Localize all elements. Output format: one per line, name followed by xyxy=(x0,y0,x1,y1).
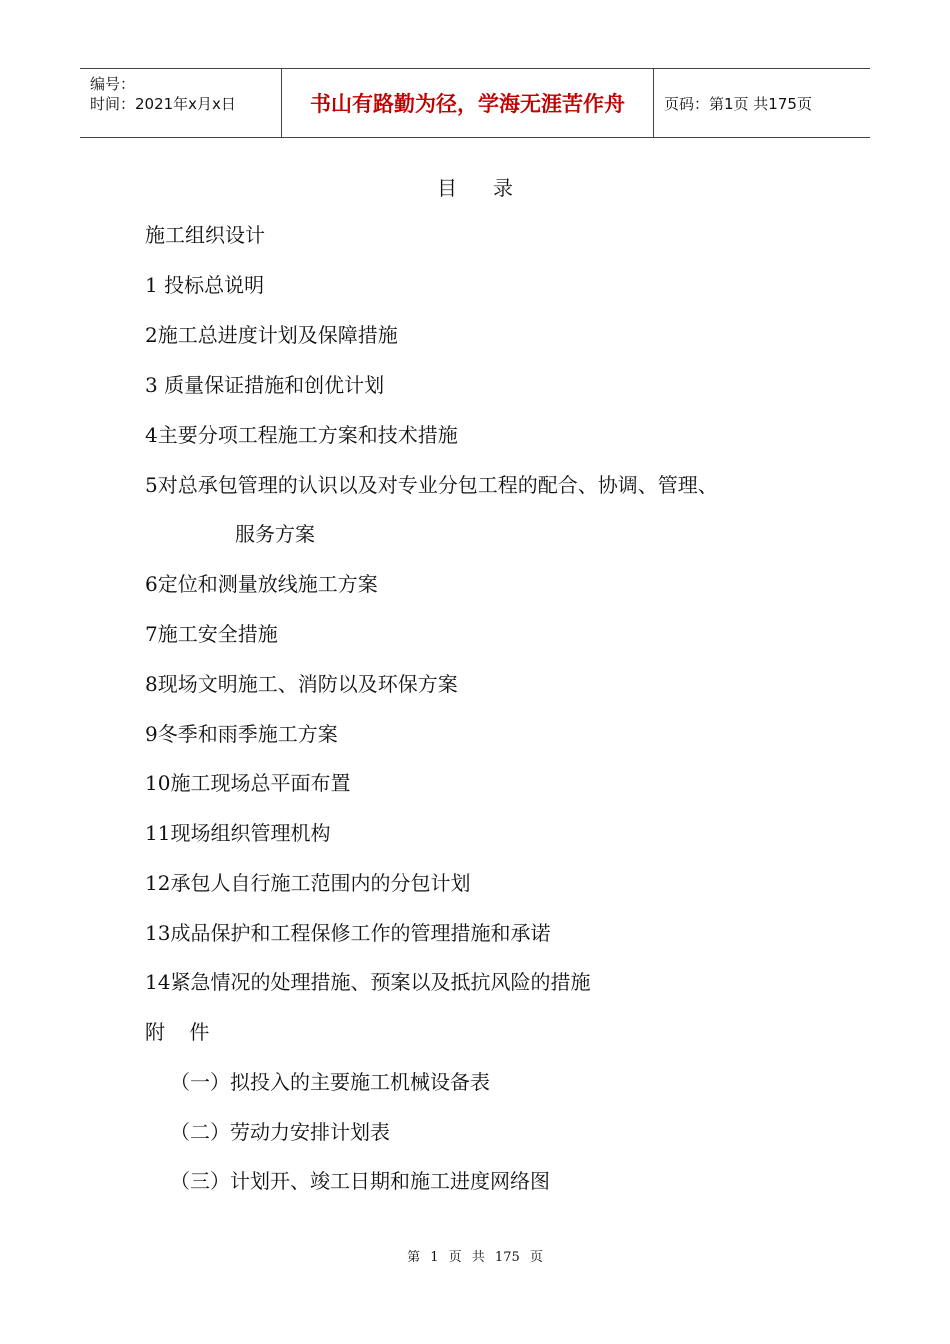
toc-item: 施工组织设计 xyxy=(145,223,265,247)
page-footer: 第 1 页 共 175 页 xyxy=(407,1250,543,1265)
toc-item: 3 质量保证措施和创优计划 xyxy=(145,373,385,397)
toc-item: 2施工总进度计划及保障措施 xyxy=(145,323,398,347)
toc-item: 5对总承包管理的认识以及对专业分包工程的配合、协调、管理、 xyxy=(145,473,718,497)
motto: 书山有路勤为径，学海无涯苦作舟 xyxy=(310,92,625,116)
document-number: 编号： xyxy=(90,75,136,93)
toc-appendix-item: （三）计划开、竣工日期和施工进度网络图 xyxy=(170,1169,550,1193)
page-info: 页码：第1页 共175页 xyxy=(664,94,812,113)
toc-item: 7施工安全措施 xyxy=(145,622,278,646)
toc-appendix-item: （二）劳动力安排计划表 xyxy=(170,1120,390,1144)
toc-item: 1 投标总说明 xyxy=(145,273,265,297)
header-page-info xyxy=(654,69,870,137)
toc-item: 4主要分项工程施工方案和技术措施 xyxy=(145,423,458,447)
toc-item: 14紧急情况的处理措施、预案以及抵抗风险的措施 xyxy=(145,970,591,994)
document-date: 时间：2021年x月x日 xyxy=(90,95,236,113)
page-header xyxy=(80,68,870,138)
header-motto-cell xyxy=(282,69,654,137)
toc-appendix-heading: 附 件 xyxy=(145,1020,210,1044)
toc-title: 目录 xyxy=(437,176,549,200)
toc-item: 11现场组织管理机构 xyxy=(145,821,331,845)
toc-item: 9冬季和雨季施工方案 xyxy=(145,722,338,746)
toc-item-continuation: 服务方案 xyxy=(235,522,315,546)
toc-appendix-item: （一）拟投入的主要施工机械设备表 xyxy=(170,1070,490,1094)
toc-item: 6定位和测量放线施工方案 xyxy=(145,572,378,596)
header-meta xyxy=(80,69,282,137)
toc-item: 13成品保护和工程保修工作的管理措施和承诺 xyxy=(145,921,551,945)
toc-item: 10施工现场总平面布置 xyxy=(145,771,351,795)
toc-item: 12承包人自行施工范围内的分包计划 xyxy=(145,871,471,895)
toc-item: 8现场文明施工、消防以及环保方案 xyxy=(145,672,458,696)
